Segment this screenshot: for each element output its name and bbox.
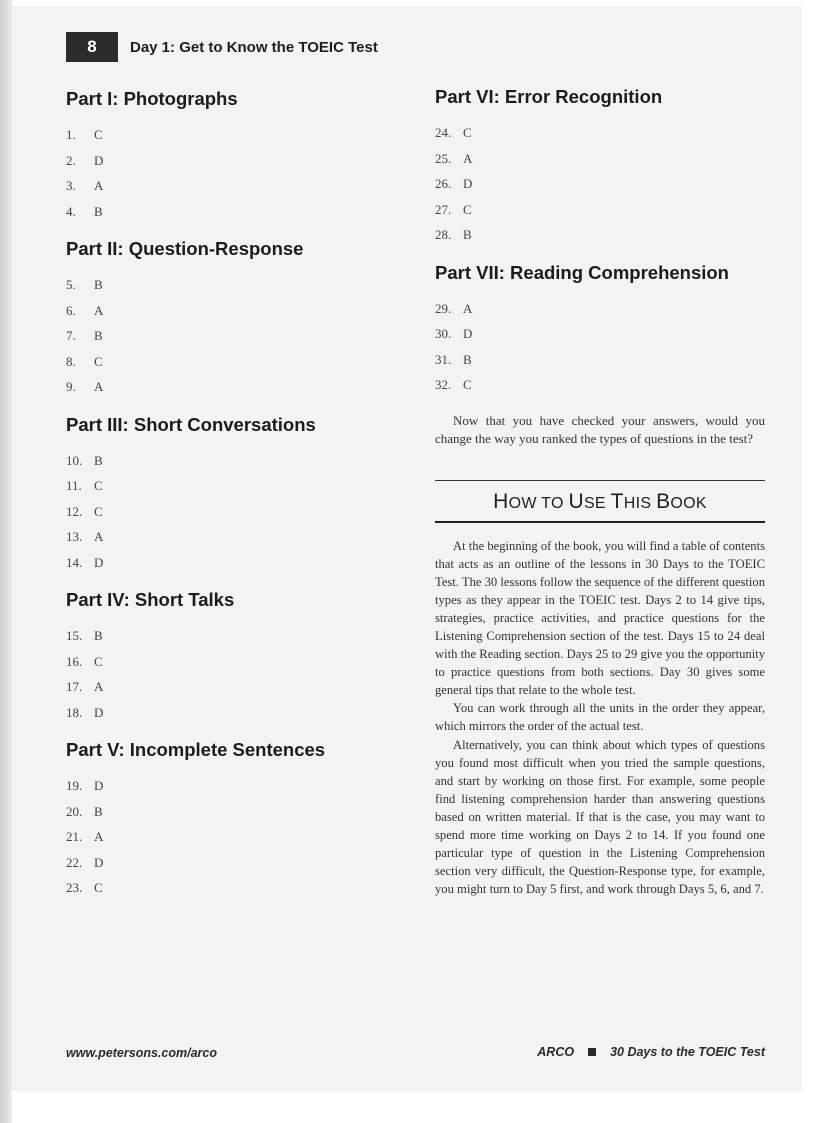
part-heading: Part VII: Reading Comprehension — [435, 261, 729, 283]
answer-item — [66, 148, 396, 174]
part-block — [66, 238, 396, 400]
answer-number: 32. — [435, 377, 452, 392]
answer-item — [435, 146, 765, 172]
body-paragraph: At the beginning of the book, you will find a table of contents that acts as an outline of the lessons in 30 Days to the TOEIC Test. The 30 lessons follow the sequence of the different question types as they appear in the TOEIC test. Days 2 to 14 give tips, strategies, practice activities, and practice questions for the Listening Comprehension section of the test. Days 15 to 24 deal with the Reading section. Days 25 to 29 give you the opportunity to practice questions from both sections. Day 30 gives some general tips that relate to the whole test. — [435, 539, 765, 698]
body-paragraph: You can work through all the units in the order they appear, which mirrors the order of the actual test. — [435, 701, 765, 734]
title-cap: B — [656, 490, 671, 513]
answer-item — [66, 550, 396, 576]
answer-letter: D — [94, 152, 104, 168]
part-heading: Part I: Photographs — [66, 88, 238, 109]
answer-letter: A — [94, 829, 104, 844]
answer-item — [66, 850, 396, 876]
answer-item — [435, 296, 765, 322]
answer-number: 30. — [435, 326, 452, 341]
answer-item — [66, 799, 396, 825]
answer-letter: C — [94, 127, 103, 142]
answer-letter: A — [94, 178, 104, 193]
answer-item — [66, 649, 396, 675]
answer-number: 20. — [66, 803, 83, 819]
answer-list — [435, 296, 765, 398]
answer-item — [66, 298, 396, 324]
footer-publisher: ARCO — [537, 1045, 575, 1059]
answer-number: 24. — [435, 125, 452, 140]
answer-number: 7. — [66, 328, 76, 343]
answer-letter: D — [94, 854, 104, 870]
answer-item — [66, 674, 396, 700]
answer-item — [66, 323, 396, 349]
right-column — [435, 86, 765, 448]
answer-letter: D — [94, 704, 104, 720]
answer-number: 26. — [435, 176, 452, 191]
answer-number: 29. — [435, 300, 452, 316]
answer-list — [435, 120, 765, 248]
answer-letter: D — [94, 554, 104, 570]
answer-number: 25. — [435, 150, 452, 166]
answer-letter: B — [94, 452, 103, 468]
answer-letter: D — [463, 176, 473, 191]
section-rule-bottom — [435, 521, 765, 523]
section-title — [435, 481, 765, 521]
answer-list — [66, 272, 396, 400]
answer-letter: C — [94, 653, 103, 669]
answer-list — [66, 122, 396, 224]
answer-item — [66, 199, 396, 225]
page-number-badge: 8 — [66, 32, 118, 62]
title-smallcaps: SE — [583, 495, 611, 512]
answer-number: 6. — [66, 302, 76, 318]
answer-number: 11. — [66, 478, 82, 493]
answer-number: 31. — [435, 351, 452, 367]
answer-item — [435, 222, 765, 248]
part-block — [66, 739, 396, 901]
answer-letter: A — [94, 379, 104, 394]
answer-letter: A — [94, 529, 104, 544]
answer-number: 16. — [66, 653, 83, 669]
answer-letter: B — [94, 203, 103, 219]
answer-item — [66, 875, 396, 901]
answer-number: 5. — [66, 277, 76, 292]
answer-number: 2. — [66, 152, 76, 168]
title-cap: U — [568, 490, 584, 513]
page-header — [66, 32, 378, 62]
answer-number: 3. — [66, 178, 76, 193]
answer-letter: B — [94, 328, 103, 343]
answer-letter: C — [94, 880, 103, 895]
answer-item — [66, 700, 396, 726]
title-smallcaps: OOK — [670, 495, 707, 512]
part-heading: Part V: Incomplete Sentences — [66, 739, 326, 760]
square-bullet-icon — [588, 1048, 596, 1056]
answer-letter: C — [463, 377, 472, 392]
answer-number: 12. — [66, 503, 83, 519]
answer-letter: A — [463, 150, 473, 166]
answer-item — [66, 824, 396, 850]
answer-letter: A — [94, 679, 104, 694]
answer-item — [435, 372, 765, 398]
footer-url: www.petersons.com/arco — [66, 1046, 217, 1060]
answer-letter: C — [94, 353, 103, 369]
answer-item — [66, 272, 396, 298]
answer-item — [66, 448, 396, 474]
answer-letter: C — [94, 503, 103, 519]
answer-list — [66, 448, 396, 576]
answer-letter: C — [463, 125, 472, 140]
answer-letter: C — [94, 478, 103, 493]
title-smallcaps: HIS — [623, 495, 657, 512]
left-column — [66, 88, 396, 915]
answer-list — [66, 623, 396, 725]
answer-number: 8. — [66, 353, 76, 369]
how-to-use-section — [435, 480, 765, 898]
part-block — [66, 88, 396, 224]
title-cap: T — [610, 490, 624, 513]
answer-item — [435, 347, 765, 373]
answer-number: 23. — [66, 880, 83, 895]
page-title: Day 1: Get to Know the TOEIC Test — [130, 38, 378, 56]
answer-letter: B — [463, 227, 472, 242]
answer-item — [66, 349, 396, 375]
part-block — [66, 589, 396, 725]
scan-edge — [0, 0, 12, 1123]
answer-number: 28. — [435, 227, 452, 242]
footer-book-title: 30 Days to the TOEIC Test — [610, 1045, 765, 1059]
answer-letter: B — [94, 803, 103, 819]
title-smallcaps: OW TO — [508, 495, 569, 512]
answer-letter: B — [94, 628, 103, 643]
answer-number: 21. — [66, 829, 83, 844]
answer-number: 17. — [66, 679, 83, 694]
answer-number: 4. — [66, 203, 76, 219]
part-heading: Part IV: Short Talks — [66, 589, 235, 610]
answer-item — [66, 524, 396, 550]
answer-letter: A — [94, 302, 104, 318]
part-block — [435, 86, 765, 248]
answer-item — [66, 623, 396, 649]
answer-letter: D — [94, 778, 104, 793]
part-heading: Part II: Question-Response — [66, 238, 304, 259]
answer-number: 14. — [66, 554, 83, 570]
answer-item — [66, 122, 396, 148]
part-heading: Part VI: Error Recognition — [435, 86, 663, 107]
answer-letter: C — [463, 201, 472, 217]
closing-question: Now that you have checked your answers, would you change the way you ranked the types of questions in the test? — [435, 412, 765, 446]
answer-list — [66, 773, 396, 901]
answer-letter: B — [94, 277, 103, 292]
part-heading: Part III: Short Conversations — [66, 413, 316, 435]
answer-number: 1. — [66, 127, 76, 142]
part-block — [435, 262, 765, 398]
footer-book-info — [500, 1045, 765, 1059]
part-block — [66, 414, 396, 576]
answer-item — [66, 173, 396, 199]
answer-number: 15. — [66, 628, 83, 643]
answer-item — [435, 120, 765, 146]
answer-item — [66, 374, 396, 400]
answer-letter: D — [463, 326, 473, 341]
answer-item — [66, 473, 396, 499]
answer-number: 18. — [66, 704, 83, 720]
answer-item — [435, 171, 765, 197]
answer-item — [66, 499, 396, 525]
title-cap: H — [493, 490, 509, 513]
body-paragraph: Alternatively, you can think about which types of questions you found most difficult when you tried the sample questions, and start by working on those first. For example, some people find listening comprehension harder than answering questions based on written material. If that is the case, you may want to spend more time working on Days 2 to 14. If you found one particular type of question in the Listening Comprehension section very difficult, the Question-Response type, for example, you might turn to Day 5 first, and work through Days 5, 6, and 7. — [435, 737, 765, 896]
answer-number: 19. — [66, 778, 83, 793]
answer-number: 22. — [66, 854, 83, 870]
answer-number: 9. — [66, 379, 76, 394]
answer-number: 13. — [66, 529, 83, 544]
answer-item — [435, 321, 765, 347]
answer-letter: A — [463, 300, 473, 316]
answer-item — [66, 773, 396, 799]
answer-item — [435, 197, 765, 223]
answer-number: 10. — [66, 452, 83, 468]
answer-letter: B — [463, 351, 472, 367]
answer-number: 27. — [435, 201, 452, 217]
